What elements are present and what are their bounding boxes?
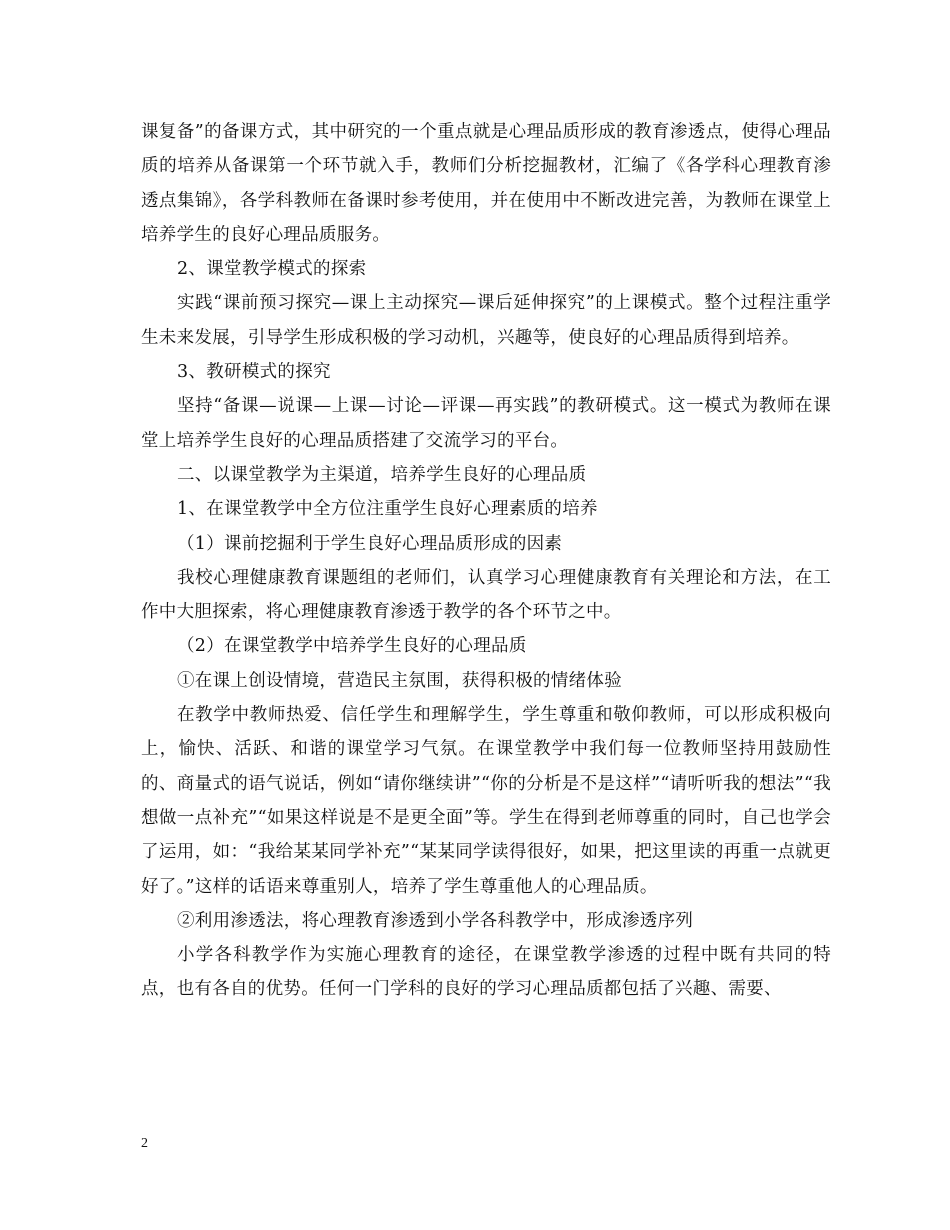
paragraph-p1: 课复备”的备课方式，其中研究的一个重点就是心理品质形成的教育渗透点，使得心理品质的培养从备课第一个环节就入手，教师们分析挖掘教材，汇编了《各学科心理教育渗透点集锦》，各学科教师在备课时参考使用，并在使用中不断改进完善，为教师在课堂上培养学生的良好心理品质服务。 bbox=[141, 122, 831, 245]
heading-point-2: ②利用渗透法，将心理教育渗透到小学各科教学中，形成渗透序列 bbox=[177, 910, 694, 931]
heading-item-1: （1）课前挖掘利于学生良好心理品质形成的因素 bbox=[177, 533, 563, 554]
body-text bbox=[141, 115, 831, 1007]
heading-research-model: 3、教研模式的探究 bbox=[177, 362, 331, 383]
paragraph-p12: 在教学中教师热爱、信任学生和理解学生，学生尊重和敬仰教师，可以形成积极向上，愉快、活跃、和谐的课堂学习气氛。在课堂教学中我们每一位教师坚持用鼓励性的、商量式的语气说话，例如“请你继续讲”“你的分析是不是这样”“请听听我的想法”“我想做一点补充”“如果这样说是不是更全面”等。学生在得到老师尊重的同时，自己也学会了运用，如：“我给某某同学补充”“某某同学读得很好，如果，把这里读的再重一点就更好了。”这样的话语来尊重别人，培养了学生尊重他人的心理品质。 bbox=[141, 705, 831, 897]
paragraph-p14: 小学各科教学作为实施心理教育的途径，在课堂教学渗透的过程中既有共同的特点，也有各自的优势。任何一门学科的良好的学习心理品质都包括了兴趣、需要、 bbox=[141, 945, 831, 1000]
paragraph-p3: 实践“课前预习探究—课上主动探究—课后延伸探究”的上课模式。整个过程注重学生未来发展，引导学生形成积极的学习动机，兴趣等，使良好的心理品质得到培养。 bbox=[141, 293, 831, 348]
heading-point-1: ①在课上创设情境，营造民主氛围，获得积极的情绪体验 bbox=[177, 670, 622, 691]
paragraph-p9: 我校心理健康教育课题组的老师们，认真学习心理健康教育有关理论和方法，在工作中大胆探索，将心理健康教育渗透于教学的各个环节之中。 bbox=[141, 567, 831, 623]
paragraph-p5: 坚持“备课—说课—上课—讨论—评课—再实践”的教研模式。这一模式为教师在课堂上培养学生良好的心理品质搭建了交流学习的平台。 bbox=[141, 396, 831, 451]
heading-classroom-teaching-model: 2、课堂教学模式的探索 bbox=[177, 259, 367, 280]
page-number: 2 bbox=[141, 1136, 148, 1151]
heading-item-2: （2）在课堂教学中培养学生良好的心理品质 bbox=[177, 636, 527, 657]
heading-subsection-one: 1、在课堂教学中全方位注重学生良好心理素质的培养 bbox=[177, 499, 598, 520]
heading-section-two: 二、以课堂教学为主渠道，培养学生良好的心理品质 bbox=[177, 464, 587, 485]
